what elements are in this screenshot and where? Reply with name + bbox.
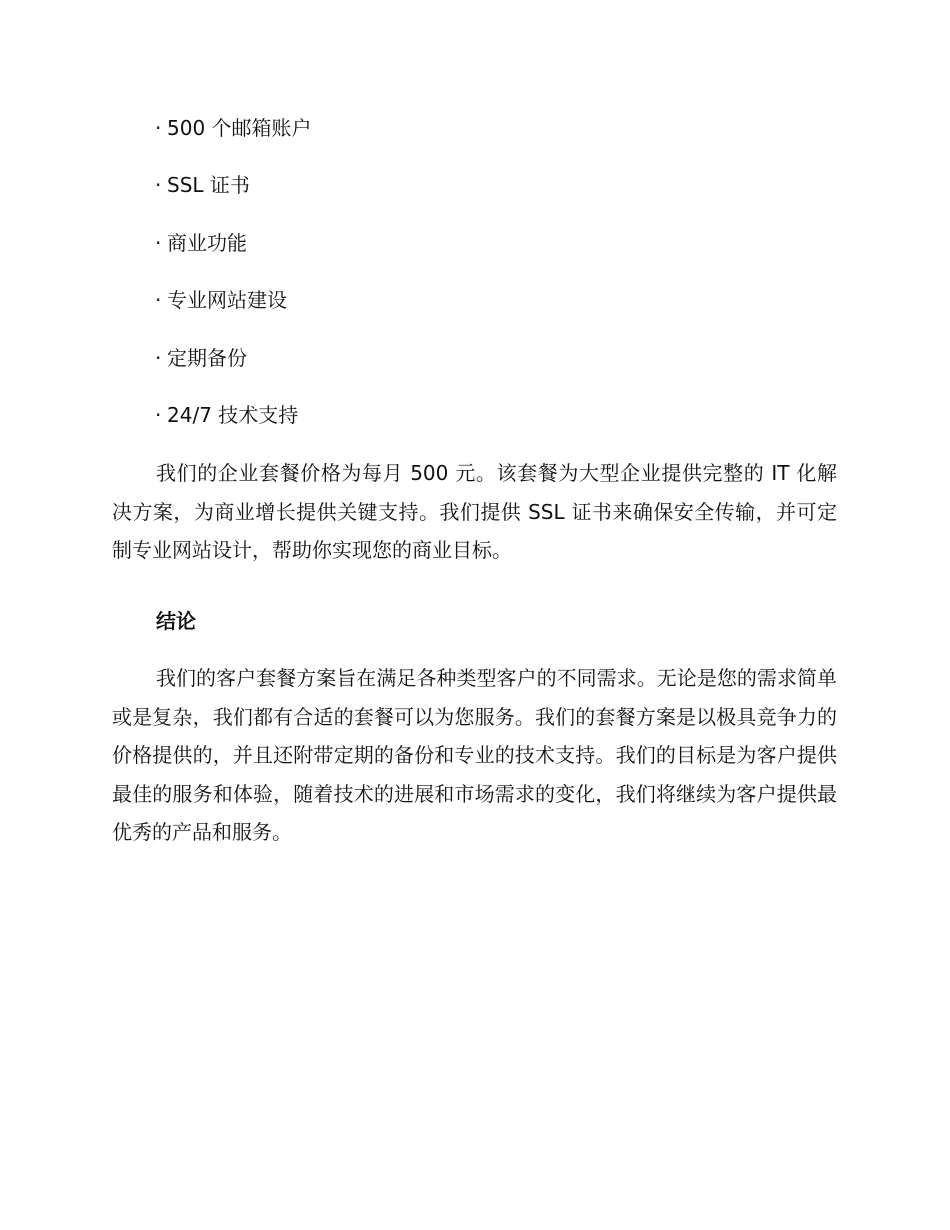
list-item — [155, 110, 312, 167]
bullet-icon: · — [155, 116, 162, 140]
list-item-text: 定期备份 — [167, 345, 247, 370]
list-item — [155, 397, 312, 454]
feature-list — [155, 110, 312, 454]
bullet-icon: · — [155, 230, 162, 255]
bullet-icon: · — [155, 173, 162, 198]
list-item — [155, 340, 312, 397]
bullet-icon: · — [155, 402, 162, 427]
conclusion-paragraph: 我们的客户套餐方案旨在满足各种类型客户的不同需求。无论是您的需求简单或是复杂，我们都有合适的套餐可以为您服务。我们的套餐方案是以极具竞争力的价格提供的，并且还附带定期的备份和专业的技术支持。我们的目标是为客户提供最佳的服务和体验，随着技术的进展和市场需求的变化，我们将继续为客户提供最优秀的产品和服务。 — [112, 666, 837, 844]
list-item — [155, 282, 312, 339]
conclusion-heading: 结论 — [156, 609, 196, 633]
bullet-icon: · — [155, 288, 162, 313]
list-item-text: SSL 证书 — [167, 173, 250, 198]
list-item-text: 500 个邮箱账户 — [167, 116, 312, 140]
list-item-text: 专业网站建设 — [167, 288, 287, 313]
list-item — [155, 167, 312, 224]
bullet-icon: · — [155, 345, 162, 370]
list-item-text: 商业功能 — [167, 230, 247, 255]
list-item — [155, 225, 312, 282]
list-item-text: 24/7 技术支持 — [167, 402, 299, 427]
pricing-paragraph: 我们的企业套餐价格为每月 500 元。该套餐为大型企业提供完整的 IT 化解决方案，为商业增长提供关键支持。我们提供 SSL 证书来确保安全传输，并可定制专业网站设计，帮助你实现您的商业目标。 — [112, 461, 837, 562]
